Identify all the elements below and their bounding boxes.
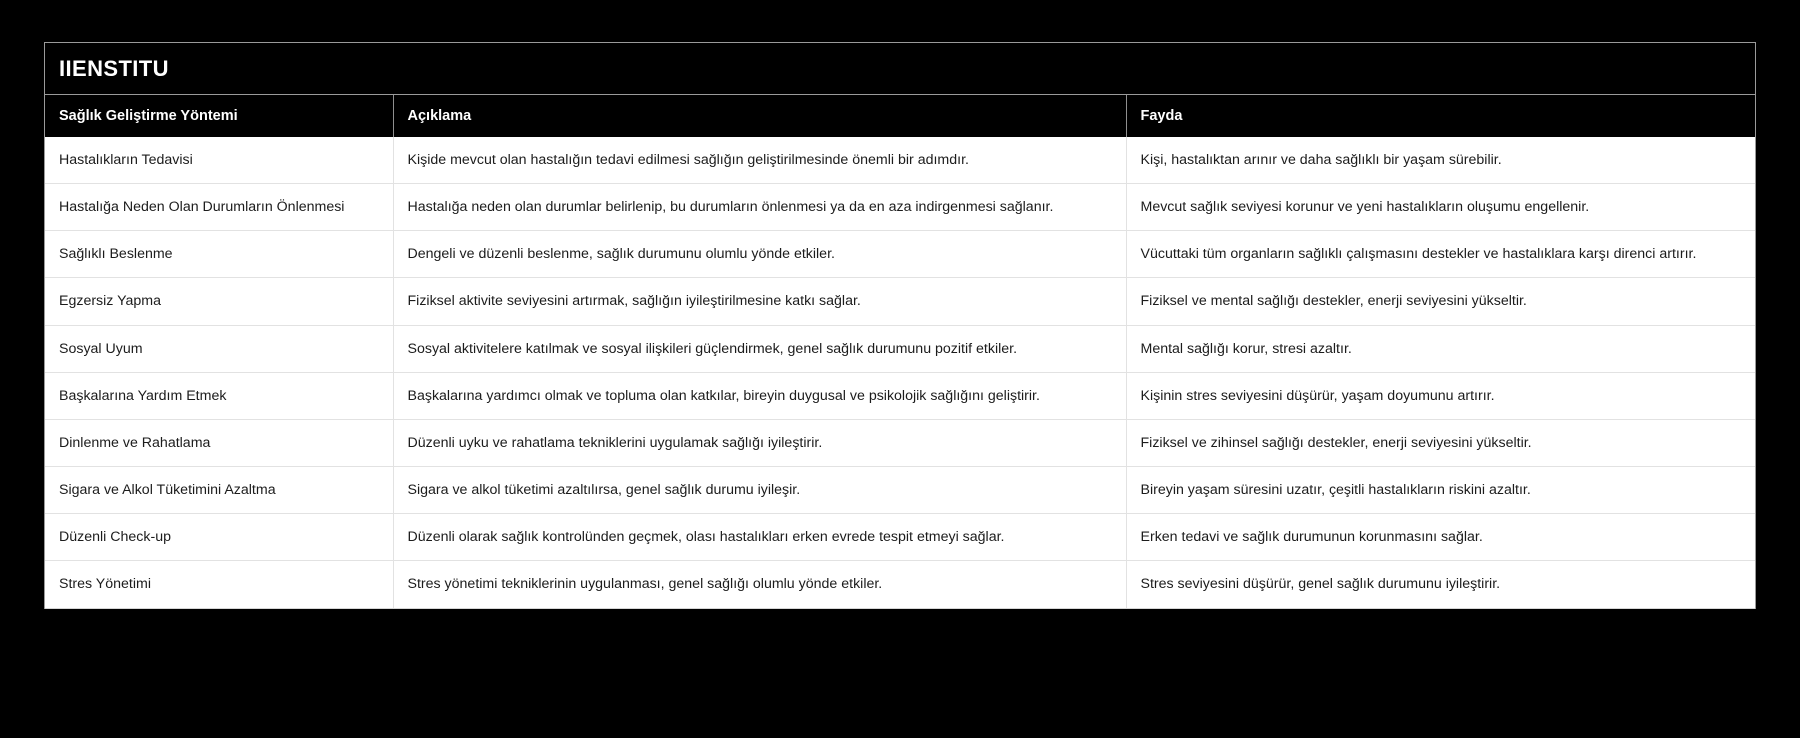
cell-method: Egzersiz Yapma xyxy=(45,278,393,325)
cell-method: Sağlıklı Beslenme xyxy=(45,231,393,278)
cell-description: Başkalarına yardımcı olmak ve topluma olan katkılar, bireyin duygusal ve psikolojik sağlığını geliştirir. xyxy=(393,372,1126,419)
cell-method: Stres Yönetimi xyxy=(45,561,393,608)
cell-description: Dengeli ve düzenli beslenme, sağlık durumunu olumlu yönde etkiler. xyxy=(393,231,1126,278)
table-row xyxy=(45,278,1755,325)
cell-benefit: Mevcut sağlık seviyesi korunur ve yeni hastalıkların oluşumu engellenir. xyxy=(1126,184,1755,231)
cell-description: Hastalığa neden olan durumlar belirlenip, bu durumların önlenmesi ya da en aza indirgenmesi sağlanır. xyxy=(393,184,1126,231)
cell-benefit: Vücuttaki tüm organların sağlıklı çalışmasını destekler ve hastalıklara karşı direnci artırır. xyxy=(1126,231,1755,278)
cell-method: Başkalarına Yardım Etmek xyxy=(45,372,393,419)
table-row xyxy=(45,561,1755,608)
brand-header xyxy=(45,43,1755,95)
cell-description: Stres yönetimi tekniklerinin uygulanması, genel sağlığı olumlu yönde etkiler. xyxy=(393,561,1126,608)
cell-method: Düzenli Check-up xyxy=(45,514,393,561)
cell-description: Fiziksel aktivite seviyesini artırmak, sağlığın iyileştirilmesine katkı sağlar. xyxy=(393,278,1126,325)
cell-method: Hastalıkların Tedavisi xyxy=(45,137,393,184)
table-body xyxy=(45,137,1755,608)
table-row xyxy=(45,372,1755,419)
table-row xyxy=(45,325,1755,372)
health-improvement-table xyxy=(45,95,1755,609)
cell-method: Sigara ve Alkol Tüketimini Azaltma xyxy=(45,467,393,514)
table-row xyxy=(45,467,1755,514)
table-row xyxy=(45,514,1755,561)
table-header-row xyxy=(45,95,1755,137)
column-header-method: Sağlık Geliştirme Yöntemi xyxy=(45,95,393,137)
cell-benefit: Mental sağlığı korur, stresi azaltır. xyxy=(1126,325,1755,372)
cell-description: Kişide mevcut olan hastalığın tedavi edilmesi sağlığın geliştirilmesinde önemli bir adımdır. xyxy=(393,137,1126,184)
cell-benefit: Erken tedavi ve sağlık durumunun korunmasını sağlar. xyxy=(1126,514,1755,561)
cell-benefit: Bireyin yaşam süresini uzatır, çeşitli hastalıkların riskini azaltır. xyxy=(1126,467,1755,514)
table-row xyxy=(45,184,1755,231)
table-header xyxy=(45,95,1755,137)
health-methods-table-card xyxy=(44,42,1756,609)
column-header-benefit: Fayda xyxy=(1140,108,1183,124)
cell-method: Dinlenme ve Rahatlama xyxy=(45,419,393,466)
cell-description: Sigara ve alkol tüketimi azaltılırsa, genel sağlık durumu iyileşir. xyxy=(393,467,1126,514)
table-row xyxy=(45,419,1755,466)
cell-description: Düzenli olarak sağlık kontrolünden geçmek, olası hastalıkları erken evrede tespit etmeyi sağlar. xyxy=(393,514,1126,561)
cell-benefit: Fiziksel ve zihinsel sağlığı destekler, enerji seviyesini yükseltir. xyxy=(1126,419,1755,466)
cell-method: Sosyal Uyum xyxy=(45,325,393,372)
cell-benefit: Fiziksel ve mental sağlığı destekler, enerji seviyesini yükseltir. xyxy=(1126,278,1755,325)
cell-benefit: Kişinin stres seviyesini düşürür, yaşam doyumunu artırır. xyxy=(1126,372,1755,419)
table-row xyxy=(45,231,1755,278)
table-row xyxy=(45,137,1755,184)
brand-logo-text: IIENSTITU xyxy=(59,55,169,81)
cell-description: Düzenli uyku ve rahatlama tekniklerini uygulamak sağlığı iyileştirir. xyxy=(393,419,1126,466)
column-header-description: Açıklama xyxy=(393,95,1126,137)
cell-benefit: Stres seviyesini düşürür, genel sağlık durumunu iyileştirir. xyxy=(1126,561,1755,608)
cell-description: Sosyal aktivitelere katılmak ve sosyal ilişkileri güçlendirmek, genel sağlık durumunu pozitif etkiler. xyxy=(393,325,1126,372)
cell-method: Hastalığa Neden Olan Durumların Önlenmesi xyxy=(45,184,393,231)
cell-benefit: Kişi, hastalıktan arınır ve daha sağlıklı bir yaşam sürebilir. xyxy=(1126,137,1755,184)
